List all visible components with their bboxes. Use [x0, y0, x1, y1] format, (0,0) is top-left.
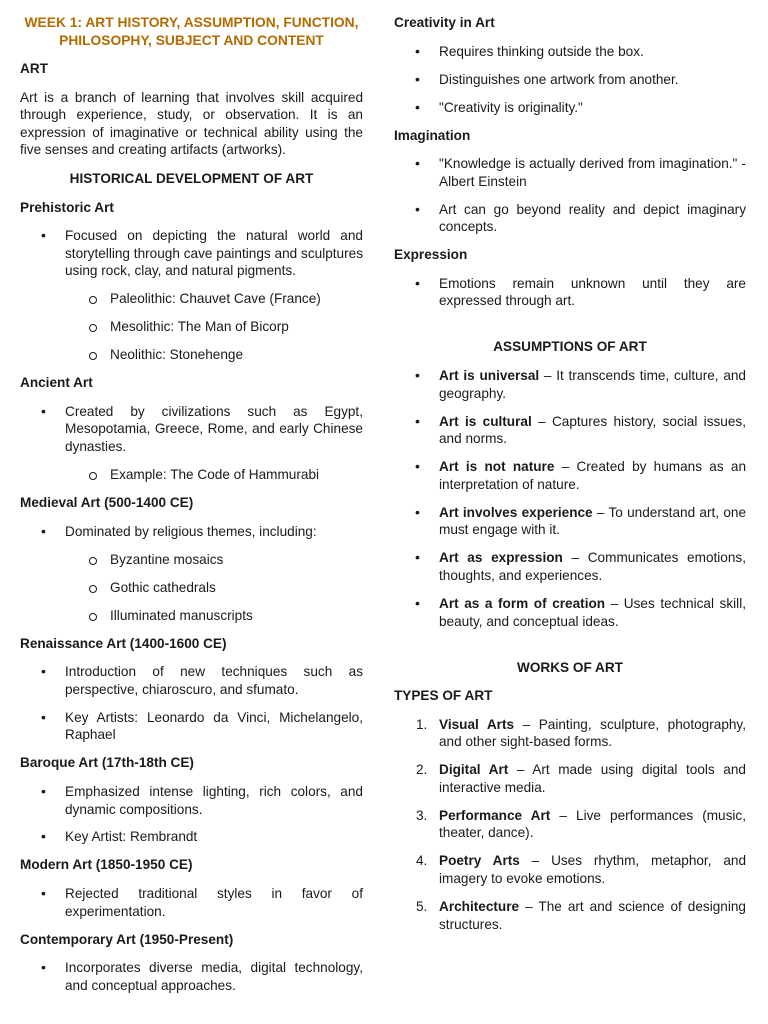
list-item: • Key Artists: Leonardo da Vinci, Michelangelo, Raphael: [20, 709, 363, 744]
list-item: • Key Artist: Rembrandt: [20, 828, 363, 846]
modern-heading: Modern Art (1850-1950 CE): [20, 857, 193, 873]
list-item: Neolithic: Stonehenge: [20, 346, 363, 364]
list-item: [394, 367, 746, 402]
term: Art involves experience: [439, 504, 593, 520]
renaissance-list: [20, 663, 363, 744]
ancient-list: [20, 403, 363, 456]
prehistoric-list: [20, 227, 363, 280]
term: Digital Art: [439, 762, 509, 778]
list-item: • Distinguishes one artwork from another.: [394, 71, 746, 89]
term: Poetry Arts: [439, 853, 520, 869]
item-number: 2.: [416, 762, 428, 778]
expression-heading: Expression: [394, 247, 468, 263]
term: Art as a form of creation: [439, 595, 606, 611]
medieval-list: [20, 523, 363, 541]
description: – The art and science of designing structures.: [439, 899, 746, 932]
ancient-heading: Ancient Art: [20, 375, 93, 391]
description: – It transcends time, culture, and geography.: [439, 368, 746, 401]
works-heading: WORKS OF ART: [517, 659, 623, 675]
description: – Captures history, social issues, and norms.: [439, 413, 746, 447]
creativity-list: [394, 43, 746, 117]
term: Architecture: [439, 899, 520, 915]
prehistoric-heading: Prehistoric Art: [20, 199, 114, 215]
description: – To understand art, one must engage with it.: [439, 504, 747, 538]
imagination-heading: Imagination: [394, 127, 471, 143]
medieval-heading: Medieval Art (500-1400 CE): [20, 495, 194, 511]
list-item: • Introduction of new techniques such as perspective, chiaroscuro, and sfumato.: [20, 663, 363, 698]
right-column: [394, 14, 746, 944]
medieval-sublist: [20, 551, 363, 625]
description: – Uses technical skill, beauty, and conceptual ideas.: [439, 595, 746, 629]
list-item: [394, 549, 746, 584]
term: Art as expression: [439, 550, 563, 566]
description: – Communicates emotions, thoughts, and experiences.: [439, 550, 746, 583]
contemporary-list: [20, 959, 363, 994]
description: – Painting, sculpture, photography, and other sight-based forms.: [439, 716, 747, 750]
creativity-heading: Creativity in Art: [394, 15, 495, 30]
description: – Created by humans as an interpretation of nature.: [439, 459, 747, 492]
types-heading: TYPES OF ART: [394, 688, 493, 704]
list-item: [394, 807, 746, 842]
assumptions-heading: ASSUMPTIONS OF ART: [493, 339, 647, 355]
art-definition: Art is a branch of learning that involves skill acquired through experience, study, or observation. It is an expression of imaginative or technical ability using the five senses and creating artifacts (artworks).: [20, 89, 363, 158]
list-item: • Incorporates diverse media, digital technology, and conceptual approaches.: [20, 959, 363, 994]
list-item: [394, 716, 746, 751]
term: Performance Art: [439, 807, 551, 823]
list-item: • Art can go beyond reality and depict imaginary concepts.: [394, 201, 746, 236]
item-number: 5.: [416, 899, 428, 915]
list-item: [394, 898, 746, 933]
term: Visual Arts: [439, 716, 515, 732]
description: – Live performances (music, theater, dance).: [439, 807, 747, 841]
item-number: 4.: [416, 853, 428, 869]
list-item: [394, 458, 746, 493]
list-item: Mesolithic: The Man of Bicorp: [20, 318, 363, 336]
description: – Uses rhythm, metaphor, and imagery to evoke emotions.: [439, 853, 747, 887]
imagination-list: [394, 155, 746, 236]
item-number: 1.: [416, 716, 428, 732]
renaissance-heading: Renaissance Art (1400-1600 CE): [20, 635, 227, 651]
list-item: • Rejected traditional styles in favor of experimentation.: [20, 885, 363, 920]
left-column: [20, 14, 363, 1005]
list-item: • Requires thinking outside the box.: [394, 43, 746, 61]
term: Art is cultural: [439, 413, 532, 429]
list-item: • Emphasized intense lighting, rich colors, and dynamic compositions.: [20, 783, 363, 818]
list-item: • "Knowledge is actually derived from imagination." - Albert Einstein: [394, 155, 746, 190]
list-item: • Dominated by religious themes, including:: [20, 523, 363, 541]
list-item: [394, 413, 746, 448]
list-item: [394, 761, 746, 796]
assumptions-list: [394, 367, 746, 630]
description: – Art made using digital tools and interactive media.: [439, 762, 746, 795]
prehistoric-sublist: [20, 290, 363, 364]
baroque-heading: Baroque Art (17th-18th CE): [20, 755, 194, 771]
list-item: Gothic cathedrals: [20, 579, 363, 597]
list-item: [394, 504, 746, 539]
baroque-list: [20, 783, 363, 846]
list-item: • Emotions remain unknown until they are expressed through art.: [394, 275, 746, 310]
list-item: • Created by civilizations such as Egypt, Mesopotamia, Greece, Rome, and early Chinese dynasties.: [20, 403, 363, 456]
list-item: Byzantine mosaics: [20, 551, 363, 569]
list-item: • Focused on depicting the natural world and storytelling through cave paintings and sculptures using rock, clay, and natural pigments.: [20, 227, 363, 280]
item-number: 3.: [416, 807, 428, 823]
expression-list: [394, 275, 746, 310]
list-item: Illuminated manuscripts: [20, 607, 363, 625]
term: Art is not nature: [439, 459, 555, 475]
contemporary-heading: Contemporary Art (1950-Present): [20, 931, 234, 947]
historical-heading: HISTORICAL DEVELOPMENT OF ART: [69, 170, 314, 186]
list-item: Paleolithic: Chauvet Cave (France): [20, 290, 363, 308]
list-item: Example: The Code of Hammurabi: [20, 466, 363, 484]
list-item: [394, 852, 746, 887]
art-heading: ART: [20, 61, 48, 76]
types-list: [394, 716, 746, 934]
document-title: WEEK 1: ART HISTORY, ASSUMPTION, FUNCTION, PHILOSOPHY, SUBJECT AND CONTENT: [24, 15, 359, 48]
modern-list: [20, 885, 363, 920]
ancient-sublist: [20, 466, 363, 484]
list-item: • "Creativity is originality.": [394, 99, 746, 117]
list-item: [394, 595, 746, 630]
term: Art is universal: [439, 368, 540, 384]
